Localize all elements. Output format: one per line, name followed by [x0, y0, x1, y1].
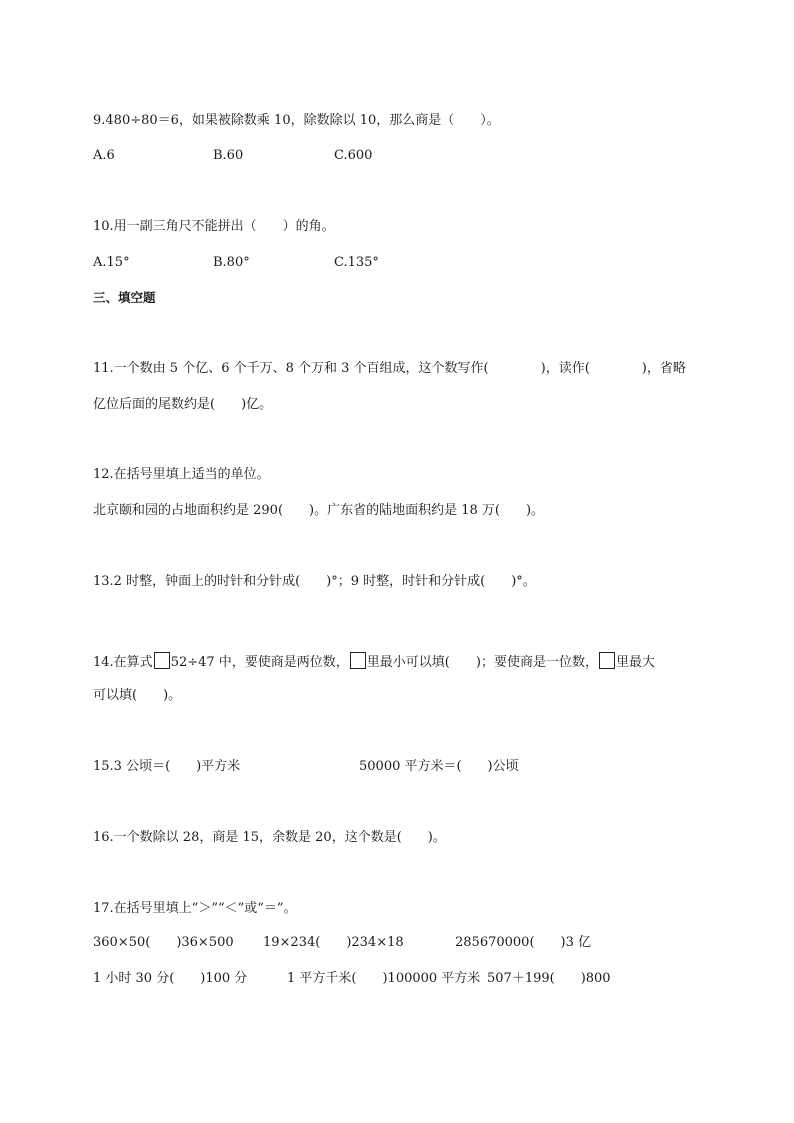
q14-part-d: 里最大: [615, 655, 655, 670]
q14-part-c: 里最小可以填( )；要使商是一位数，: [366, 655, 598, 670]
q13-stem: 13.2 时整，钟面上的时针和分针成( )°；9 时整，时针和分针成( )°。: [93, 574, 536, 589]
q17-row2-item3: 507＋199( )800: [487, 971, 611, 986]
q17-row2-item2: 1 平方千米( )100000 平方米: [287, 971, 481, 986]
q14-line1: [93, 652, 655, 671]
q9-option-b[interactable]: B.60: [213, 148, 244, 163]
q17-row2-item1: 1 小时 30 分( )100 分: [93, 971, 248, 986]
q16-stem: 16.一个数除以 28，商是 15，余数是 20，这个数是( )。: [93, 830, 446, 845]
q17-row1-item2: 19×234( )234×18: [263, 935, 404, 950]
q14-part-a: 14.在算式: [93, 655, 153, 670]
q12-line1: 12.在括号里填上适当的单位。: [93, 467, 270, 482]
q9-option-c[interactable]: C.600: [334, 148, 373, 163]
q10-stem: 10.用一副三角尺不能拼出（ ）的角。: [93, 219, 335, 234]
q14-part-b: 52÷47 中，要使商是两位数，: [170, 655, 349, 670]
q11-line2: 亿位后面的尾数约是( )亿。: [93, 397, 273, 412]
q15-right: 50000 平方米＝( )公顷: [359, 759, 519, 774]
q17-stem: 17.在括号里填上“＞”“＜”或“＝”。: [93, 901, 297, 916]
q10-option-b[interactable]: B.80°: [213, 255, 250, 270]
q17-row1-item1: 360×50( )36×500: [93, 935, 234, 950]
q15-left: 15.3 公顷＝( )平方米: [93, 759, 241, 774]
q9-option-a[interactable]: A.6: [93, 148, 115, 163]
blank-box-icon: [154, 652, 170, 669]
section-heading: 三、填空题: [93, 290, 156, 305]
q12-line2: 北京颐和园的占地面积约是 290( )。广东省的陆地面积约是 18 万( )。: [93, 503, 545, 518]
q17-row1-item3: 285670000( )3 亿: [455, 935, 591, 950]
q9-stem: 9.480÷80＝6，如果被除数乘 10，除数除以 10，那么商是（ ）。: [93, 113, 500, 128]
q10-option-c[interactable]: C.135°: [334, 255, 379, 270]
blank-box-icon: [350, 652, 366, 669]
q14-line2: 可以填( )。: [93, 688, 182, 703]
blank-box-icon: [599, 652, 615, 669]
q11-line1: 11.一个数由 5 个亿、6 个千万、8 个万和 3 个百组成，这个数写作( )，读作( )，省略: [93, 361, 686, 376]
q10-option-a[interactable]: A.15°: [93, 255, 130, 270]
